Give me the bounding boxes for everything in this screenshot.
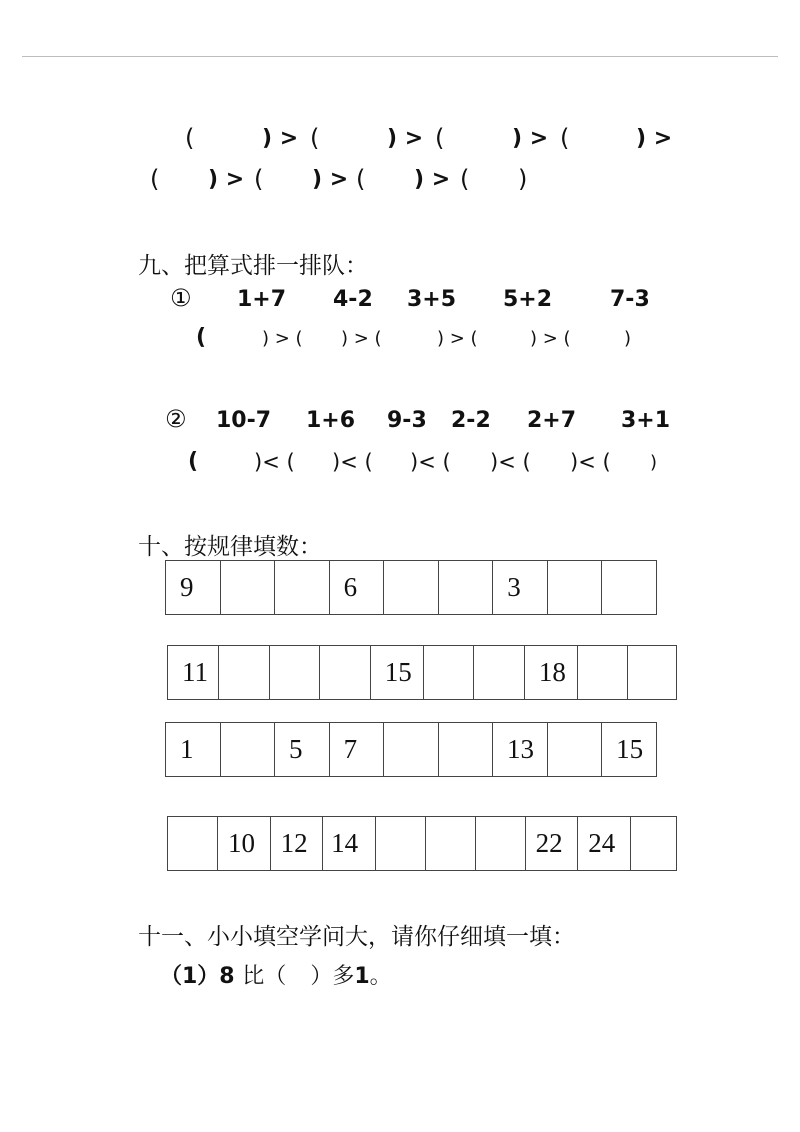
answer-separator: ) > ( bbox=[341, 328, 382, 349]
top-divider bbox=[22, 56, 778, 57]
paren-open: ( bbox=[435, 124, 445, 152]
paren-close-gt: ) > bbox=[512, 126, 549, 151]
grid-cell[interactable] bbox=[425, 817, 475, 871]
answer-separator: )< ( bbox=[332, 450, 373, 474]
section-10-title: 十、按规律填数： bbox=[138, 534, 322, 560]
paren-close-gt: ) > bbox=[414, 167, 451, 192]
paren-open: ( bbox=[310, 124, 320, 152]
question-number: 1 bbox=[354, 964, 370, 989]
grid-cell[interactable]: 12 bbox=[270, 817, 323, 871]
paren-open: ( bbox=[150, 165, 160, 193]
expression: 3+1 bbox=[621, 408, 671, 433]
grid-cell[interactable]: 15 bbox=[602, 723, 657, 777]
grid-cell[interactable] bbox=[628, 646, 677, 700]
number-pattern-grid-2 bbox=[167, 645, 677, 700]
question-1 bbox=[160, 959, 392, 990]
grid-cell[interactable]: 3 bbox=[493, 561, 548, 615]
circled-number-2: ② bbox=[165, 405, 187, 433]
paren-close-gt: ) > bbox=[262, 126, 299, 151]
expression: 2-2 bbox=[451, 408, 491, 433]
expression: 2+7 bbox=[527, 408, 577, 433]
grid-cell[interactable] bbox=[384, 723, 438, 777]
grid-cell[interactable]: 13 bbox=[492, 723, 547, 777]
answer-separator: ) > ( bbox=[262, 328, 303, 349]
paren-open: ( bbox=[185, 124, 195, 152]
question-number: （1）8 bbox=[160, 964, 235, 989]
paren-close-gt: ) > bbox=[636, 126, 673, 151]
grid-cell[interactable] bbox=[375, 817, 425, 871]
number-pattern-grid-1 bbox=[165, 560, 657, 615]
paren-open: ( bbox=[356, 165, 366, 193]
number-pattern-grid-4 bbox=[167, 816, 677, 871]
grid-cell[interactable] bbox=[220, 561, 274, 615]
section-9-title: 九、把算式排一排队： bbox=[138, 253, 368, 279]
expression: 7-3 bbox=[610, 287, 650, 312]
answer-separator: )< ( bbox=[570, 450, 611, 474]
paren-close-gt: ) > bbox=[312, 167, 349, 192]
grid-cell[interactable]: 11 bbox=[168, 646, 219, 700]
grid-cell[interactable] bbox=[547, 723, 601, 777]
grid-cell[interactable] bbox=[547, 561, 601, 615]
number-pattern-grid-3 bbox=[165, 722, 657, 777]
answer-separator: )< ( bbox=[254, 450, 295, 474]
grid-cell[interactable] bbox=[218, 646, 269, 700]
grid-cell[interactable] bbox=[384, 561, 438, 615]
section-11-title: 十一、小小填空学问大，请你仔细填一填： bbox=[138, 924, 575, 950]
grid-cell[interactable] bbox=[320, 646, 371, 700]
paren-open: ( bbox=[254, 165, 264, 193]
grid-cell[interactable]: 10 bbox=[218, 817, 271, 871]
expression: 5+2 bbox=[503, 287, 553, 312]
grid-cell[interactable]: 1 bbox=[166, 723, 221, 777]
grid-cell[interactable]: 9 bbox=[166, 561, 221, 615]
expression: 4-2 bbox=[333, 287, 373, 312]
grid-cell[interactable] bbox=[630, 817, 676, 871]
expression: 3+5 bbox=[407, 287, 457, 312]
answer-paren-open: ( bbox=[188, 449, 199, 474]
grid-cell[interactable] bbox=[602, 561, 657, 615]
expression: 1+6 bbox=[306, 408, 356, 433]
grid-cell[interactable] bbox=[423, 646, 474, 700]
question-punctuation: 。 bbox=[369, 964, 392, 989]
grid-cell[interactable]: 7 bbox=[329, 723, 384, 777]
grid-cell[interactable] bbox=[438, 561, 492, 615]
answer-paren-close: ) bbox=[624, 328, 632, 349]
expression: 10-7 bbox=[216, 408, 272, 433]
grid-cell[interactable] bbox=[220, 723, 274, 777]
answer-separator: ) > ( bbox=[530, 328, 571, 349]
paren-close-gt: ) > bbox=[208, 167, 245, 192]
answer-paren-close: ) bbox=[650, 452, 658, 473]
question-text: 比（ bbox=[242, 964, 287, 989]
grid-cell[interactable] bbox=[275, 561, 329, 615]
paren-close: ) bbox=[518, 165, 528, 193]
grid-cell[interactable] bbox=[577, 646, 628, 700]
grid-cell[interactable]: 6 bbox=[329, 561, 384, 615]
expression: 1+7 bbox=[237, 287, 287, 312]
grid-cell[interactable]: 18 bbox=[524, 646, 577, 700]
grid-cell[interactable]: 24 bbox=[578, 817, 631, 871]
answer-separator: ) > ( bbox=[437, 328, 478, 349]
circled-number-1: ① bbox=[170, 284, 192, 312]
answer-separator: )< ( bbox=[410, 450, 451, 474]
grid-cell[interactable]: 14 bbox=[323, 817, 376, 871]
question-text: ）多 bbox=[310, 964, 355, 989]
grid-cell[interactable] bbox=[269, 646, 320, 700]
grid-cell[interactable] bbox=[438, 723, 492, 777]
grid-cell[interactable] bbox=[168, 817, 218, 871]
grid-cell[interactable]: 5 bbox=[274, 723, 329, 777]
grid-cell[interactable]: 15 bbox=[370, 646, 423, 700]
answer-separator: )< ( bbox=[490, 450, 531, 474]
answer-paren-open: ( bbox=[196, 325, 207, 350]
grid-cell[interactable] bbox=[475, 817, 525, 871]
paren-open: ( bbox=[560, 124, 570, 152]
grid-cell[interactable] bbox=[474, 646, 525, 700]
paren-close-gt: ) > bbox=[387, 126, 424, 151]
paren-open: ( bbox=[460, 165, 470, 193]
expression: 9-3 bbox=[387, 408, 427, 433]
grid-cell[interactable]: 22 bbox=[525, 817, 578, 871]
